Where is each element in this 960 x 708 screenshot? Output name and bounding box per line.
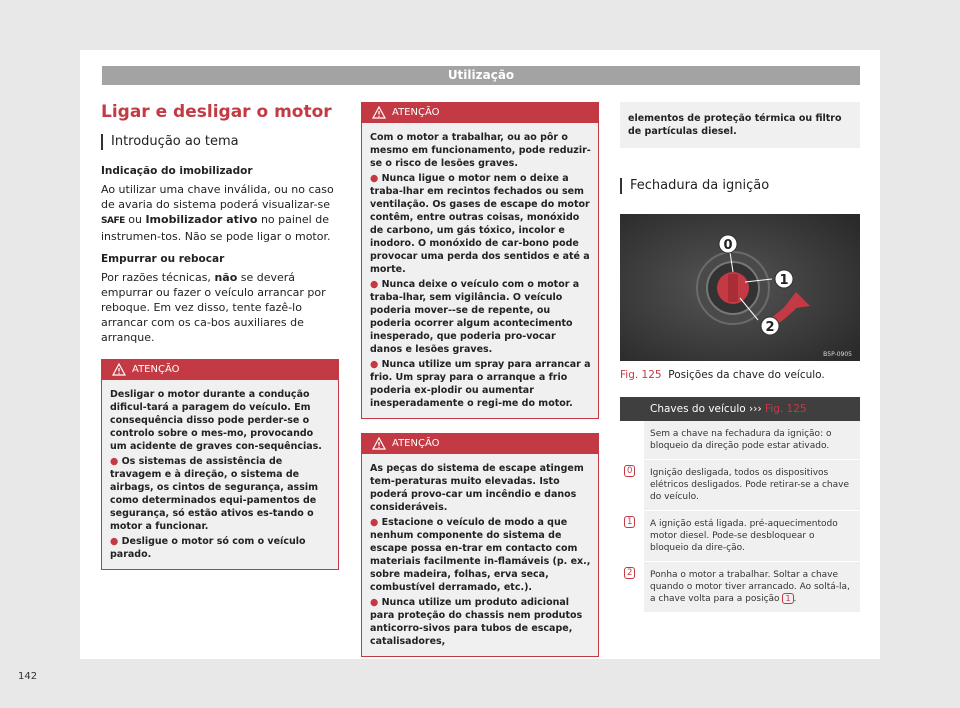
warning-box (361, 102, 599, 419)
warning-bullet: ● Nunca utilize um spray para arrancar a frio. Um spray para o arranque a frio poderia ex-plodir ou aumentar inesperadamente o regi-me do motor. (370, 359, 591, 409)
column-right (620, 102, 860, 613)
column-middle (361, 102, 599, 657)
warning-header: ATENÇÃO (362, 103, 598, 123)
figure-caption: Fig. 125 Posições da chave do veículo. (620, 369, 825, 381)
figure-ref: Fig. 125 (620, 369, 662, 381)
warning-intro: Com o motor a trabalhar, ou ao pôr o mesmo em funcionamento, pode reduzir-se o risco de lesões graves. (370, 132, 591, 169)
position-label-0: 0 (723, 238, 733, 253)
warning-intro: Desligar o motor durante a condução dificul-tará a paragem do veículo. Em consequência disso pode perder-se o controlo sobre o mes-mo, provocando um acidente de graves con-sequências. (110, 389, 322, 452)
warning-intro: As peças do sistema de escape atingem tem-peraturas muito elevadas. Isto poderá provo-car um incêndio e danos consideráveis. (370, 463, 584, 513)
position-badge: 2 (624, 567, 635, 579)
section-header: Utilização (102, 66, 860, 85)
warning-icon (372, 106, 386, 119)
key-positions-table (620, 421, 860, 613)
warning-bullet: ● Estacione o veículo de modo a que nenhum componente do sistema de escape possa en-trar em contacto com materiais facilmente in-flamáveis (p. ex., sobre madeira, folhas, erva seca, combustível derramado, etc.). (370, 517, 591, 593)
push-tow-heading: Empurrar ou rebocar (101, 253, 225, 265)
table-row: 1 A ignição está ligada. pré-aquecimentodo motor diesel. Pode-se desbloquear o bloqueio da dire-ção. (620, 511, 860, 562)
manual-page (18, 50, 880, 682)
table-header: Chaves do veículo ››› Fig. 125 (620, 397, 860, 421)
section-title: Fechadura da ignição (620, 178, 860, 194)
image-code: B5P-0905 (823, 351, 852, 358)
column-left (101, 102, 339, 570)
page-subtitle: Introdução ao tema (101, 134, 339, 150)
warning-box (101, 359, 339, 570)
table-row: 0 Ignição desligada, todos os dispositivos elétricos desligados. Pode retirar-se a chave do veículo. (620, 460, 860, 511)
page-title: Ligar e desligar o motor (101, 102, 332, 122)
warning-bullet: ● Nunca deixe o veículo com o motor a traba-lhar, sem vigilância. O veículo poderia mover--se de repente, ou poderia ocorrer algum acontecimento inesperado, que poderia pro-vocar danos e lesões graves. (370, 279, 580, 355)
ignition-lock-image (620, 214, 860, 361)
ignition-lock-illustration (620, 214, 860, 361)
table-row: 2 Ponha o motor a trabalhar. Soltar a chave quando o motor tiver arrancado. Ao soltá-la, a chave volta para a posição 1 . (620, 562, 860, 613)
immobilizer-text: Ao utilizar uma chave inválida, ou no caso de avaria do sistema poderá visualizar-se SAFE ou Imobilizador ativo no painel de instrumen-tos. Não se pode ligar o motor. (101, 183, 334, 243)
warning-bullet: ● Nunca utilize um produto adicional para proteção do chassis nem produtos anticorro-sivos para tubos de escape, catalisadores, (370, 597, 583, 647)
warning-continuation: elementos de proteção térmica ou filtro de partículas diesel. (620, 102, 860, 148)
immobilizer-heading: Indicação do imobilizador (101, 165, 253, 177)
safe-symbol: SAFE (101, 216, 125, 226)
warning-icon (112, 363, 126, 376)
warning-icon (372, 437, 386, 450)
warning-box (361, 433, 599, 657)
position-badge: 0 (624, 465, 635, 477)
position-label-1: 1 (779, 273, 789, 288)
warning-header: ATENÇÃO (362, 434, 598, 454)
warning-bullet: ● Os sistemas de assistência de travagem e à direção, o sistema de airbags, os cintos de segurança, assim como determinados equi-pamentos de segurança, só estão ativos es-tando o motor a funcionar. (110, 456, 319, 532)
warning-header: ATENÇÃO (102, 360, 338, 380)
table-figure-link[interactable]: Fig. 125 (765, 403, 807, 415)
page-number: 142 (18, 671, 38, 682)
position-label-2: 2 (765, 320, 775, 335)
warning-bullet: ● Desligue o motor só com o veículo parado. (110, 536, 306, 560)
position-ref: 1 (782, 593, 793, 604)
warning-bullet: ● Nunca ligue o motor nem o deixe a traba-lhar em recintos fechados ou sem ventilação. Os gases de escape do motor contêm, entre outras coisas, monóxido de carbono, um gás tóxico, incolor e inodoro. O monóxido de car-bono pode provocar uma perda dos sentidos e até a morte. (370, 173, 590, 275)
position-badge: 1 (624, 516, 635, 528)
push-tow-text: Por razões técnicas, não se deverá empurrar ou fazer o veículo arrancar por reboque. Em vez disso, tente fazê-lo arrancar com os ca-bos auxiliares de arranque. (101, 271, 326, 344)
table-row: Sem a chave na fechadura da ignição: o bloqueio da direção pode estar ativado. (620, 421, 860, 460)
